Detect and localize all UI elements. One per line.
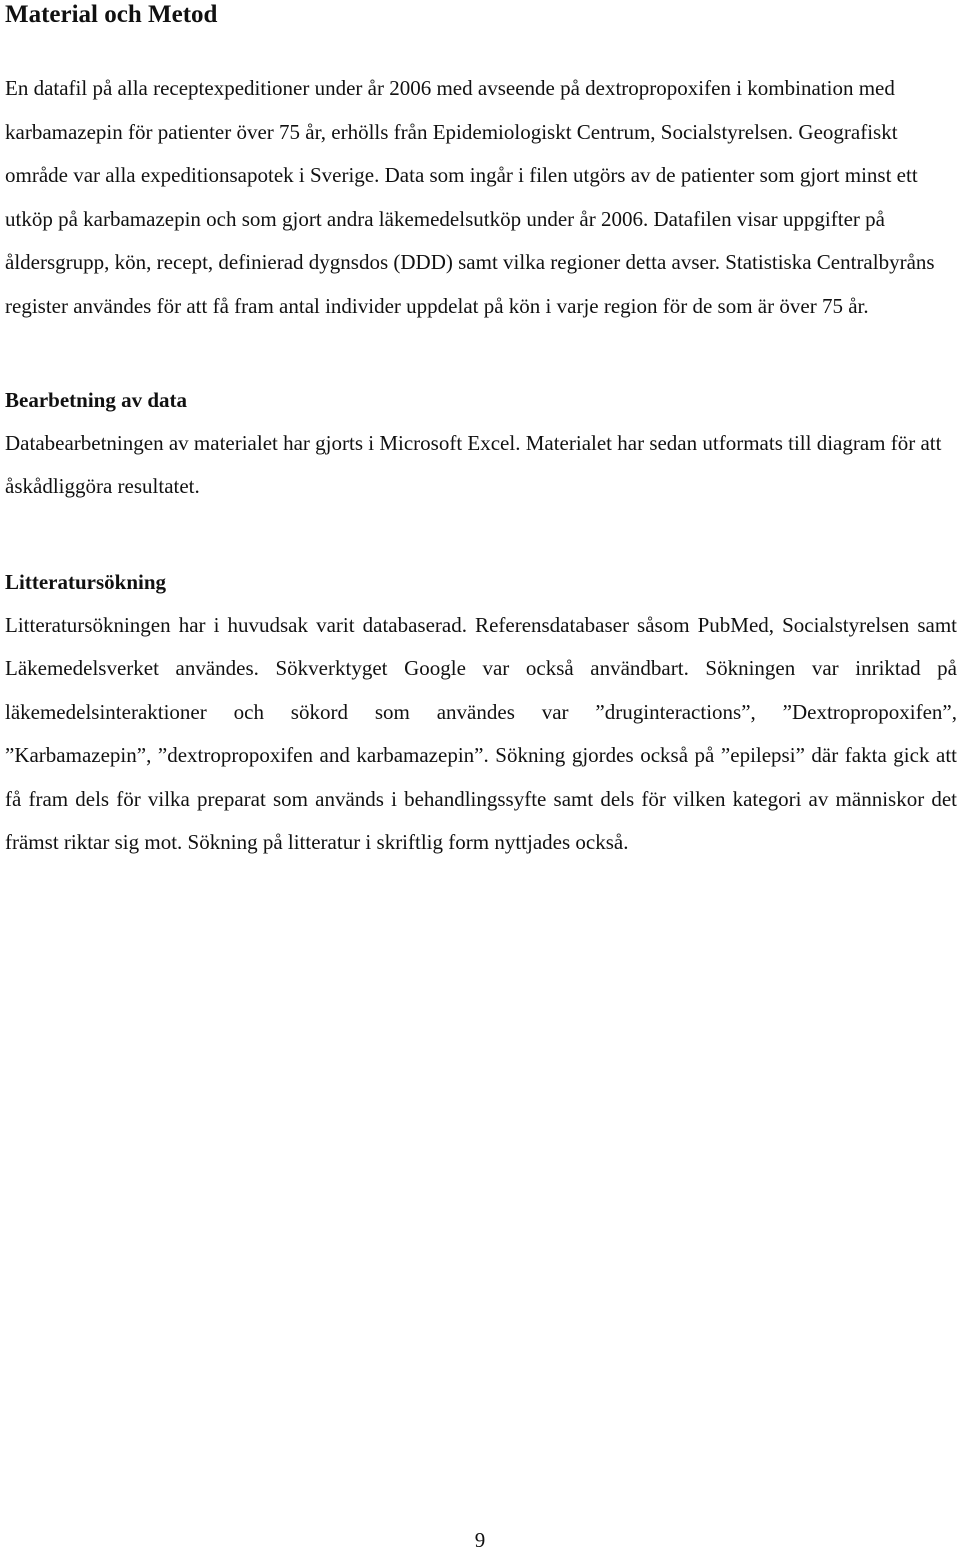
page-title: Material och Metod <box>5 1 218 28</box>
section-text-bearbetning: Databearbetningen av materialet har gjorts i Microsoft Excel. Materialet har sedan utformats till diagram för att åskådliggöra resultatet. <box>5 430 942 499</box>
section-heading-bearbetning: Bearbetning av data <box>5 387 188 412</box>
section-text-litteratursokning: Litteratursökningen har i huvudsak varit databaserad. Referensdatabaser såsom PubMed, Socialstyrelsen samt Läkemedelsverket användes. Sökverktyget Google var också användbart. Sökningen var inriktad på läkemedelsinteraktioner och sökord som användes var ”druginteractions”, ”Dextropropoxifen”, ”Karbamazepin”, ”dextropropoxifen and karbamazepin”. Sökning gjordes också på ”epilepsi” där fakta gick att få fram dels för vilka preparat som används i behandlingssyfte samt dels för vilken kategori av människor det främst riktar sig mot. Sökning på litteratur i skriftlig form nyttjades också. <box>5 612 957 855</box>
section-heading-litteratursokning: Litteratursökning <box>5 569 167 594</box>
page-number: 9 <box>474 1528 486 1552</box>
document-page <box>5 0 957 865</box>
intro-paragraph: En datafil på alla receptexpeditioner under år 2006 med avseende på dextropropoxifen i kombination med karbamazepin för patienter över 75 år, erhölls från Epidemiologiskt Centrum, Socialstyrelsen. Geografiskt område var alla expeditionsapotek i Sverige. Data som ingår i filen utgörs av de patienter som gjort minst ett utköp på karbamazepin och som gjort andra läkemedelsutköp under år 2006. Datafilen visar uppgifter på åldersgrupp, kön, recept, definierad dygnsdos (DDD) samt vilka regioner detta avser. Statistiska Centralbyråns register användes för att få fram antal individer uppdelat på kön i varje region för de som är över 75 år. <box>5 76 935 318</box>
